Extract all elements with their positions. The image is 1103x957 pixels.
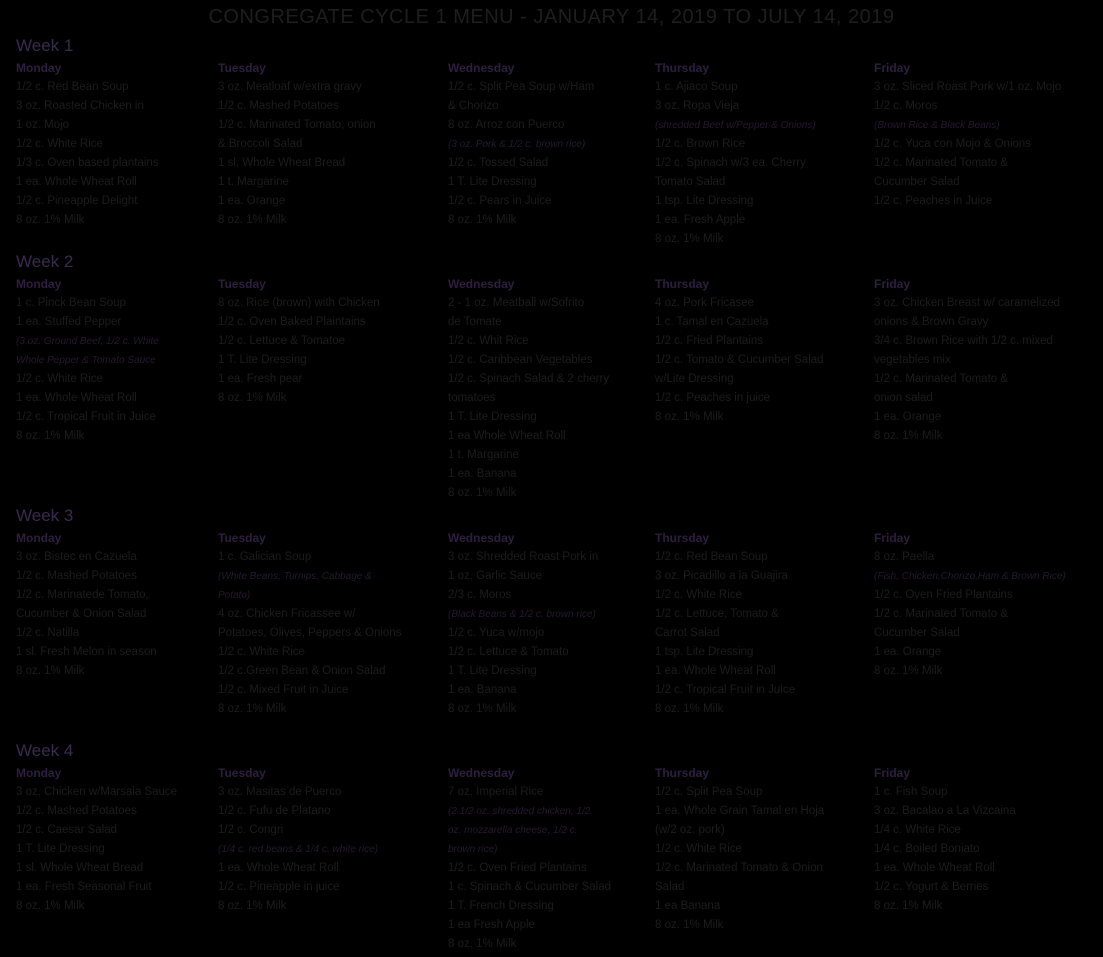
menu-item: 1/2 c. Oven Baked Plaintains [218,316,366,328]
day-name: Wednesday [448,766,515,780]
menu-item: Potatoes, Olives, Peppers & Onions [218,627,402,639]
day-column [448,530,598,719]
menu-item: 1 t. Margarine [448,449,519,461]
menu-item: 1/2 c. Split Pea Soup w/Ham [448,81,595,93]
menu-item: 4 oz. Chicken Fricassee w/ [218,608,356,620]
day-column [448,765,611,954]
menu-item: 1/2 c.Green Bean & Onion Salad [218,665,386,677]
menu-item: & Chorizo [448,100,499,112]
week-label: Week 1 [16,36,74,55]
menu-item: 1 tsp. Lite Dressing [655,646,754,658]
menu-item: 1 ea. Whole Grain Tamal en Hoja [655,805,825,817]
menu-item: 8 oz. 1% Milk [16,665,85,677]
menu-item: 8 oz. 1% Milk [218,392,287,404]
menu-item: 1/2 c. Congri [218,824,284,836]
menu-item: 1/2 c. Marinated Tomato & Onion [655,862,823,874]
menu-item: 7 oz. Imperial Rice [448,786,544,798]
menu-item: tomatoes [448,392,496,404]
menu-item: 1/2 c. Spinach Salad & 2 cherry [448,373,610,385]
menu-item: 1 T. Lite Dressing [16,843,105,855]
day-name: Friday [874,531,911,545]
menu-item: 1/2 c. Mashed Potatoes [218,100,339,112]
day-column [218,60,376,230]
day-column [655,530,795,719]
menu-item: 4 oz. Pork Fricasee [655,297,755,309]
menu-item: 1 ea Banana [655,900,721,912]
menu-item: 8 oz. 1% Milk [655,411,724,423]
menu-item: 3 oz. Chicken Breast w/ caramelized [874,297,1060,309]
day-column [16,530,157,681]
menu-item: 1 c. Galician Soup [218,551,312,563]
menu-item: 8 oz. Paella [874,551,935,563]
day-name: Monday [16,766,62,780]
menu-item: 1/2 c. Tomato & Cucumber Salad [655,354,824,366]
day-column [218,765,378,916]
menu-item: 1 sl. Whole Wheat Bread [16,862,144,874]
menu-item: 1/2 c. Pears in Juice [448,195,552,207]
menu-item: 1/2 c. Red Bean Soup [16,81,129,93]
menu-item: 8 oz. Rice (brown) with Chicken [218,297,380,309]
day-name: Monday [16,61,62,75]
menu-item: 1 T. Lite Dressing [448,665,537,677]
menu-item: 1/2 c. White Rice [16,373,103,385]
menu-item: 1/2 c. Tropical Fruit in Juice [655,684,795,696]
menu-item: 1 ea. Orange [874,646,942,658]
menu-item: 3 oz. Ropa Vieja [655,100,740,112]
week-label: Week 3 [16,506,74,525]
day-name: Friday [874,61,911,75]
menu-item: Carrot Salad [655,627,720,639]
menu-item: 3/4 c. Brown Rice with 1/2 c. mixed [874,335,1053,347]
day-name: Thursday [655,531,710,545]
menu-item: 1/2 c. Fufu de Platano [218,805,331,817]
menu-item: 3 oz. Bacalao a La Vizcaina [874,805,1016,817]
day-name: Wednesday [448,531,515,545]
menu-item: 1/2 c. White Rice [655,589,742,601]
week-label: Week 2 [16,252,74,271]
menu-item: 1 ea. Orange [874,411,942,423]
menu-item: 1/2 c. Lettuce, Tomato & [655,608,779,620]
menu-item: 1 ea. Banana [448,684,517,696]
menu-item-note: (3 oz. Ground Beef, 1/2 c. White [16,336,159,347]
menu-item: 2/3 c. Moros [448,589,512,601]
menu-item: 3 oz. Chicken w/Marsala Sauce [16,786,178,798]
menu-item: 8 oz. 1% Milk [874,430,943,442]
day-column [218,276,380,408]
menu-item: 8 oz. 1% Milk [16,214,85,226]
menu-item-note: (Fish, Chicken,Chorizo,Ham & Brown Rice) [874,571,1066,582]
menu-item: w/Lite Dressing [655,373,734,385]
menu-item: vegetables mix [874,354,951,366]
menu-item: 1 ea. Whole Wheat Roll [16,176,137,188]
menu-item: 1 T. Lite Dressing [448,411,537,423]
menu-item: 1/2 c. Peaches in juice [655,392,771,404]
menu-item: Tomato Salad [655,176,726,188]
menu-item: 1/2 c. Tropical Fruit in Juice [16,411,156,423]
day-column [16,765,177,916]
menu-item: 1/2 c. Marinated Tomato, onion [218,119,376,131]
day-name: Wednesday [448,277,515,291]
menu-item: 8 oz. 1% Milk [448,938,517,950]
menu-item: 1/2 c. Mashed Potatoes [16,570,137,582]
menu-item: 1 T. Lite Dressing [218,354,307,366]
day-name: Tuesday [218,531,266,545]
menu-item: 1 c. Spinach & Cucumber Salad [448,881,612,893]
menu-item: 8 oz. 1% Milk [16,900,85,912]
menu-item-note: (3 oz. Pork & 1/2 c. brown rice) [448,139,586,150]
menu-item: 1/2 c. Whit Rice [448,335,529,347]
day-column [448,276,609,503]
menu-item-note: (White Beans, Turnips, Cabbage & [218,571,372,582]
menu-item: 8 oz. 1% Milk [218,703,287,715]
menu-item: 1/2 c. Peaches in Juice [874,195,993,207]
week-label: Week 4 [16,741,74,760]
day-column [448,60,594,230]
menu-item: 8 oz. 1% Milk [448,214,517,226]
day-column [655,765,824,935]
menu-item: 8 oz. 1% Milk [448,487,517,499]
menu-item: 1 ea. Fresh pear [218,373,303,385]
menu-item: 1 c. Fish Soup [874,786,948,798]
menu-item: 1 c. Ajiaco Soup [655,81,738,93]
menu-item: 1/4 c. White Rice [874,824,961,836]
day-column [218,530,401,719]
menu-item: Cucumber Salad [874,176,960,188]
menu-item: 1/2 c. Spinach w/3 ea. Cherry [655,157,806,169]
menu-item: 1 ea. Whole Wheat Roll [874,862,995,874]
menu-item: 1 ea. Whole Wheat Roll [218,862,339,874]
menu-item: 1 oz. Mojo [16,119,70,131]
menu-item: 1 T. Lite Dressing [448,176,537,188]
menu-item: 1/2 c. Caesar Salad [16,824,118,836]
menu-item: 1/2 c. White Rice [655,843,742,855]
menu-item: 1/2 c. Pineapple in juice [218,881,340,893]
menu-item-note: (1/4 c. red beans & 1/4 c. white rice) [218,844,379,855]
menu-item: 1 t. Margarine [218,176,289,188]
menu-item: 1/2 c. Lettuce & Tomatoe [218,335,346,347]
day-name: Thursday [655,61,710,75]
menu-item: 1 ea. Orange [218,195,286,207]
menu-item: 1/2 c. Marinated Tomato & [874,157,1009,169]
day-name: Tuesday [218,277,266,291]
menu-item: de Tomate [448,316,502,328]
menu-item: 1/2 c. Fried Plantains [655,335,764,347]
day-name: Tuesday [218,766,266,780]
day-name: Thursday [655,277,710,291]
day-column [655,276,824,427]
menu-item: 8 oz. 1% Milk [655,919,724,931]
day-name: Tuesday [218,61,266,75]
day-column [16,276,159,446]
menu-item: onions & Brown Gravy [874,316,989,328]
menu-item: 1 ea. Whole Wheat Roll [16,392,137,404]
menu-item: 1/2 c. White Rice [218,646,305,658]
day-name: Monday [16,531,62,545]
menu-item: 1 oz. Garlic Sauce [448,570,542,582]
menu-item: 1 c. Tamal en Cazuela [655,316,769,328]
menu-item: 8 oz. Arroz con Puerco [448,119,565,131]
menu-item: 1/2 c. Tossed Salad [448,157,549,169]
menu-item: & Broccoli Salad [218,138,303,150]
menu-item: 3 oz. Picadillo a la Guajira [655,570,788,582]
menu-item: 1 sl. Whole Wheat Bread [218,157,346,169]
menu-item: 3 oz. Meatloaf w/extra gravy [218,81,362,93]
menu-item: 8 oz. 1% Milk [218,900,287,912]
menu-item: 1/2 c. Natilla [16,627,80,639]
menu-item: 3 oz. Roasted Chicken in [16,100,144,112]
menu-item: 1/2 c. Marinatede Tomato, [16,589,149,601]
menu-item: 3 oz. Shredded Roast Pork in [448,551,599,563]
menu-item: 1 ea. Banana [448,468,517,480]
menu-item: 1/2 c. Pineapple Delight [16,195,138,207]
menu-item: (w/2 oz. pork) [655,824,725,836]
menu-item: 3 oz. Sliced Roast Pork w/1 oz. Mojo [874,81,1062,93]
menu-item: 1/2 c. Moros [874,100,938,112]
menu-item: 8 oz. 1% Milk [16,430,85,442]
menu-item-note: (shredded Beef w/Pepper & Onions) [655,120,816,131]
menu-item: 1/2 c. Yuca w/mojo [448,627,545,639]
day-column [874,60,1061,211]
menu-item: Salad [655,881,685,893]
page-title: CONGREGATE CYCLE 1 MENU - JANUARY 14, 2019 TO JULY 14, 2019 [208,6,895,28]
menu-item: 8 oz. 1% Milk [655,233,724,245]
menu-item: 1 tsp. Lite Dressing [655,195,754,207]
day-column [874,276,1060,446]
menu-item: 1/2 c. Yogurt & Berries [874,881,989,893]
menu-item: 1/2 c. Oven Fried Plantains [874,589,1013,601]
menu-item: 1/2 c. Marinated Tomato & [874,608,1009,620]
menu-item: 1/2 c. Yuca con Mojo & Onions [874,138,1032,150]
day-name: Wednesday [448,61,515,75]
day-column [655,60,816,249]
day-name: Thursday [655,766,710,780]
day-column [874,765,1016,916]
menu-item-note: brown rice) [448,844,498,855]
menu-item: 1/3 c. Oven based plantains [16,157,159,169]
menu-item: 1/2 c. Split Pea Soup [655,786,763,798]
day-name: Friday [874,277,911,291]
menu-item-note: oz. mozzarella cheese, 1/2 c. [448,825,578,836]
menu-item: 1/2 c. Marinated Tomato & [874,373,1009,385]
day-name: Friday [874,766,911,780]
menu-item: 8 oz. 1% Milk [655,703,724,715]
menu-item: 1 ea. Fresh Apple [655,214,746,226]
menu-item-note: (2 1/2 oz. shredded chicken, 1/2 [448,806,591,817]
menu-item: 8 oz. 1% Milk [448,703,517,715]
menu-item: 1/2 c. Mixed Fruit in Juice [218,684,349,696]
menu-item: 1 ea Fresh Apple [448,919,535,931]
menu-item: 1/2 c. Brown Rice [655,138,746,150]
menu-item: 3 oz. Masitas de Puerco [218,786,342,798]
menu-item-note: (Brown Rice & Black Beans) [874,120,1000,131]
menu-item: 8 oz. 1% Milk [218,214,287,226]
menu-item: 1/2 c. Red Bean Soup [655,551,768,563]
menu-item: Cucumber & Onion Salad [16,608,147,620]
menu-item: 1/2 c. Mashed Potatoes [16,805,137,817]
menu-item: 1/2 c. Caribbean Vegetables [448,354,593,366]
menu-item: 1/2 c. White Rice [16,138,103,150]
menu-item: 8 oz. 1% Milk [874,900,943,912]
menu-item: 1 ea. Fresh Seasonal Fruit [16,881,152,893]
menu-item-note: Whole Pepper & Tomato Sauce [16,355,156,366]
menu-item: 2 - 1 oz. Meatball w/Sofrito [448,297,585,309]
menu-item-note: (Black Beans & 1/2 c. brown rice) [448,609,596,620]
menu-item: 1 T. French Dressing [448,900,554,912]
menu-item: 1 ea. Whole Wheat Roll [655,665,776,677]
day-column [16,60,159,230]
menu-item-note: Potato) [218,590,251,601]
menu-item: 1 c. Pinck Bean Soup [16,297,126,309]
menu-item: 8 oz. 1% Milk [874,665,943,677]
day-name: Monday [16,277,62,291]
menu-item: 3 oz. Bistec en Cazuela [16,551,137,563]
menu-item: 1/2 c. Oven Fried Plantains [448,862,587,874]
menu-item: Cucumber Salad [874,627,960,639]
menu-item: onion salad [874,392,933,404]
menu-item: 1/2 c. Lettuce & Tomato [448,646,569,658]
menu-item: 1 ea. Stuffed Pepper [16,316,122,328]
day-column [874,530,1066,681]
menu-item: 1 sl. Fresh Melon in season [16,646,157,658]
menu-item: 1 ea Whole Wheat Roll [448,430,566,442]
menu-item: 1/4 c. Boiled Boniato [874,843,980,855]
